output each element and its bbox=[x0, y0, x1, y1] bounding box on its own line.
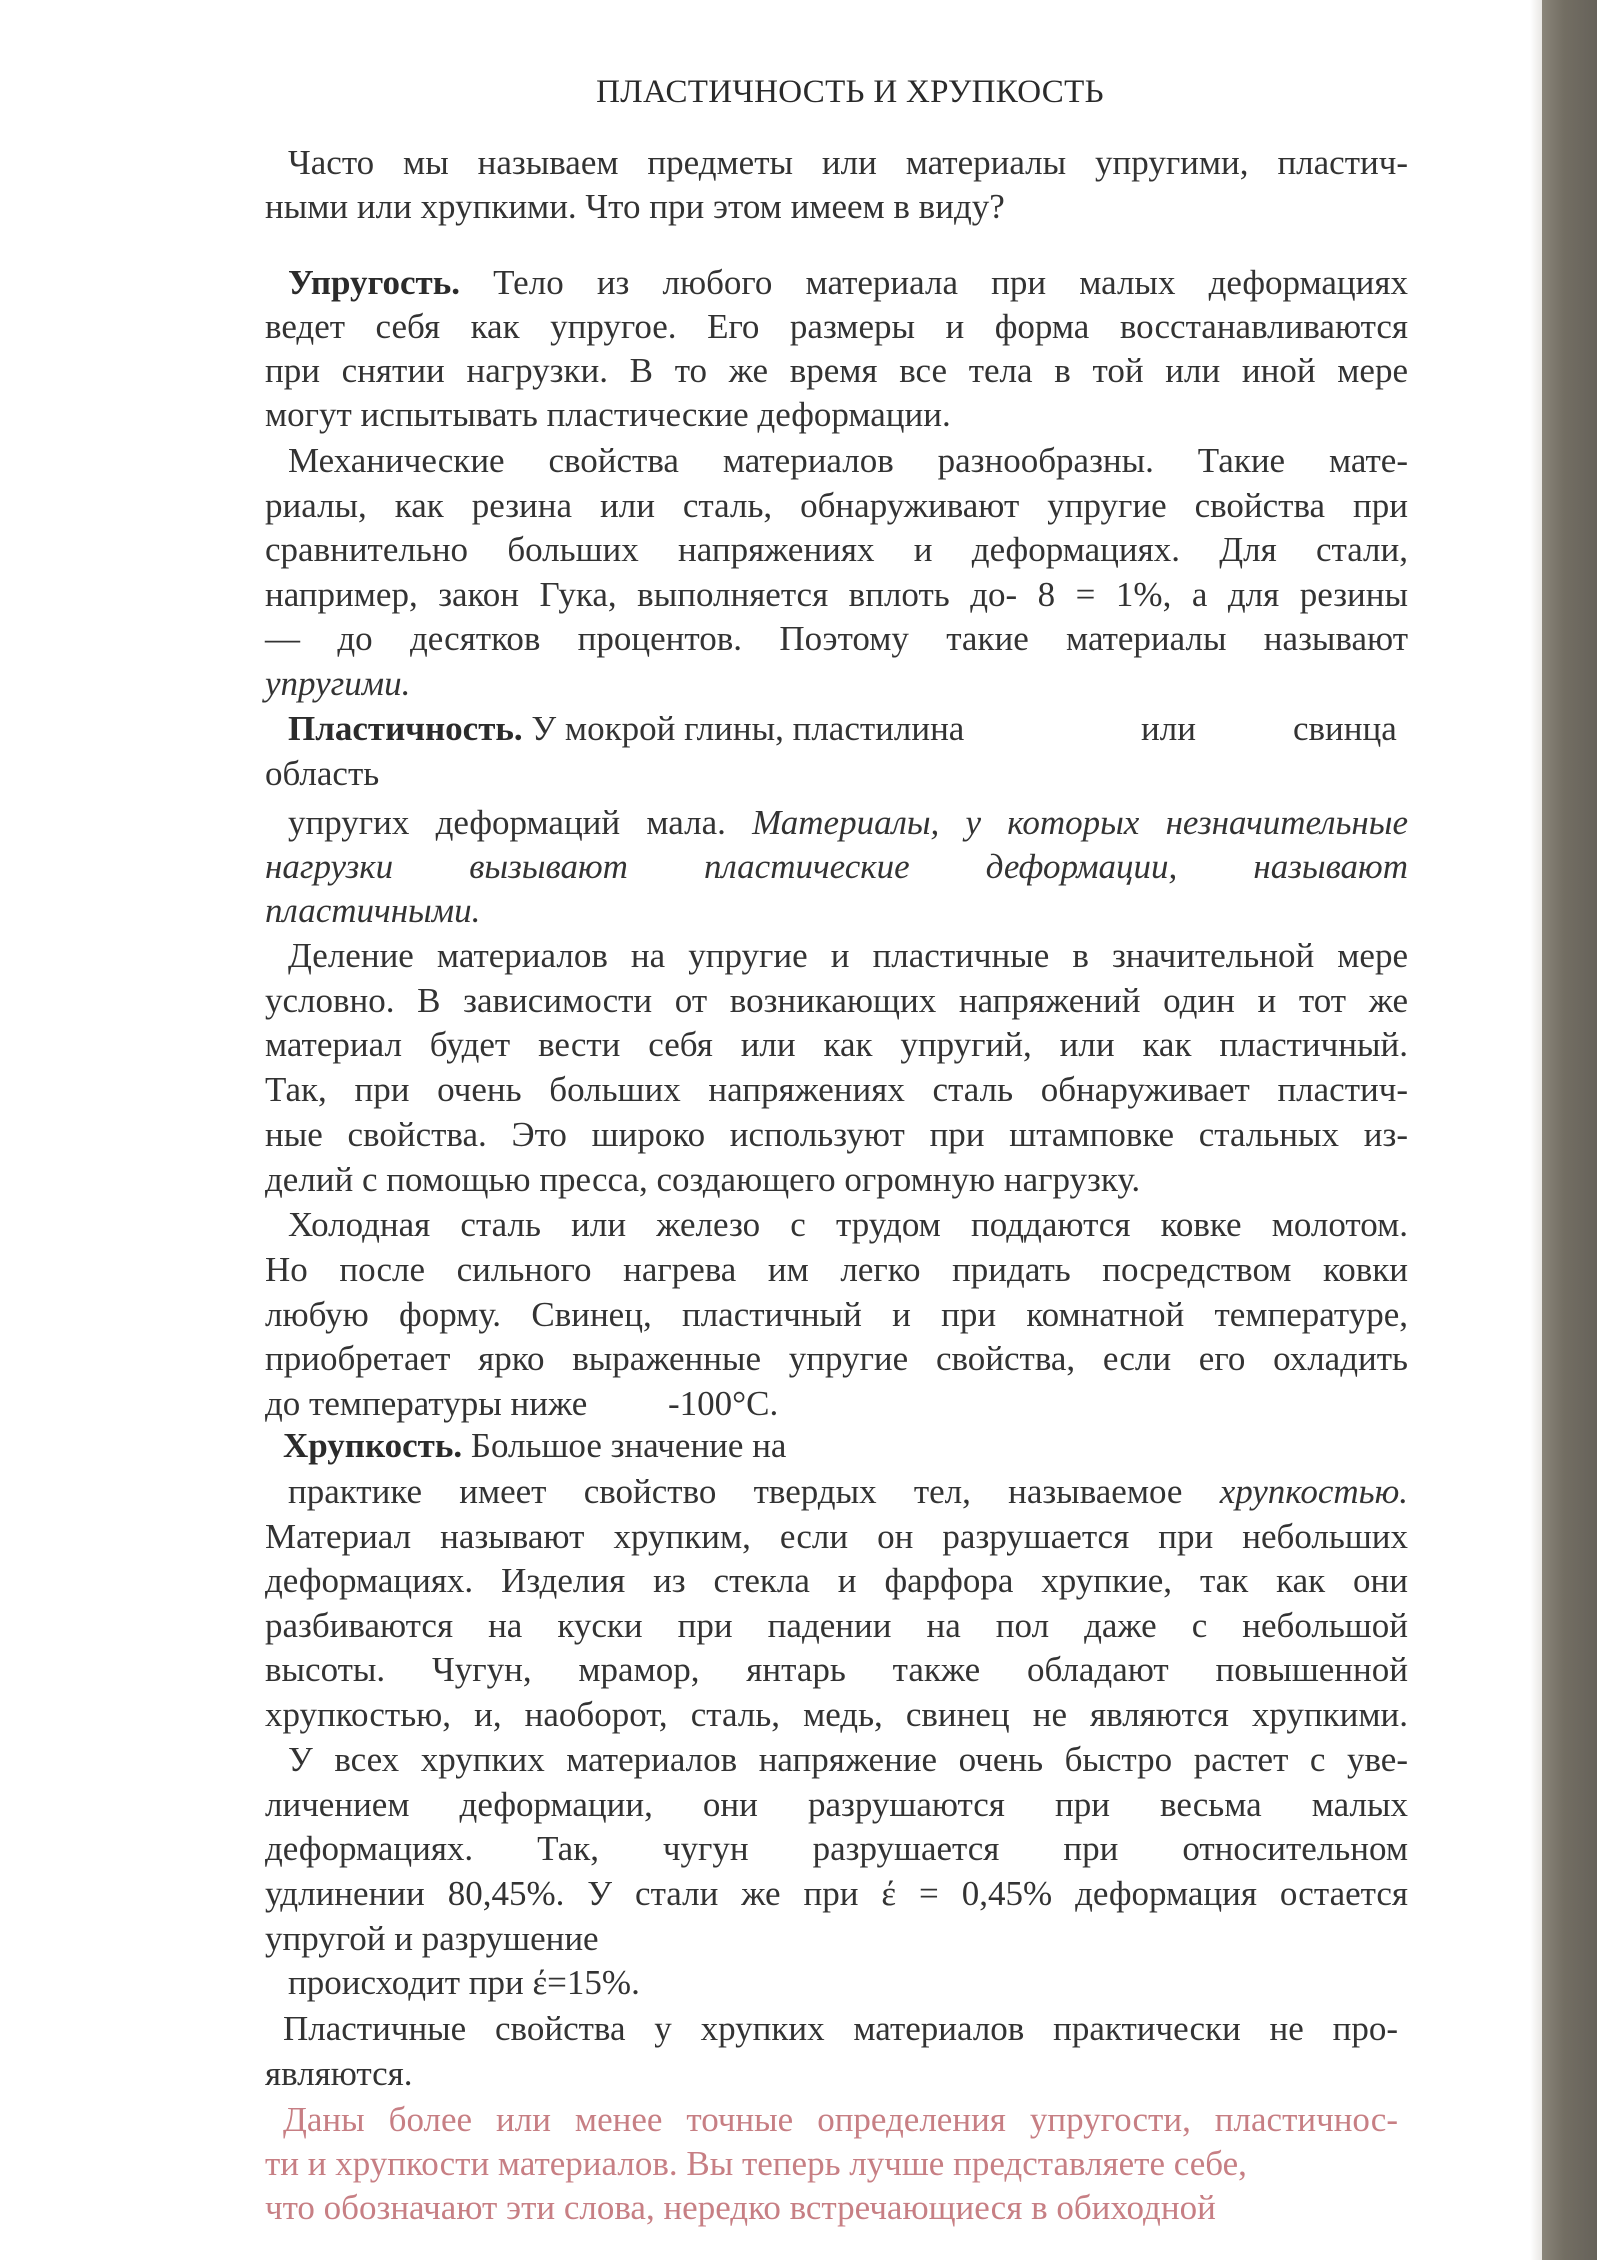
plasticity-heading: Пластичность. bbox=[288, 709, 523, 748]
elasticity-text-1: Тело из любого материала при малых деформациях bbox=[493, 263, 1408, 302]
conclusion-line-1: Даны более или менее точные определения упругости, пластичнос- bbox=[283, 2100, 1398, 2139]
mechanical-line-6: упругими. bbox=[265, 664, 411, 703]
elasticity-line-3: при снятии нагрузки. В то же время все тела в той или иной мере bbox=[265, 351, 1408, 390]
page-edge bbox=[1542, 0, 1597, 2260]
page-title: ПЛАСТИЧНОСТЬ И ХРУПКОСТЬ bbox=[596, 74, 1104, 110]
elasticity-line-2: ведет себя как упругое. Его размеры и форма восстанавливаются bbox=[265, 307, 1408, 346]
plasticity-text-3b: Материалы, у которых незначительные bbox=[752, 803, 1408, 842]
cold-steel-line-1: Холодная сталь или железо с трудом поддаются ковке молотом. bbox=[288, 1205, 1408, 1244]
cold-steel-line-3: любую форму. Свинец, пластичный и при комнатной температуре, bbox=[265, 1295, 1408, 1334]
mechanical-line-3: сравнительно больших напряжениях и деформациях. Для стали, bbox=[265, 530, 1408, 569]
brittleness-text-2a: практике имеет свойство твердых тел, называемое bbox=[288, 1472, 1183, 1511]
brittleness-line-7: хрупкостью, и, наоборот, сталь, медь, свинец не являются хрупкими. bbox=[265, 1695, 1408, 1734]
mechanical-line-1: Механические свойства материалов разнообразны. Такие мате- bbox=[288, 441, 1408, 480]
cold-steel-line-5a: до температуры ниже bbox=[265, 1384, 588, 1423]
intro-line-2: ными или хрупкими. Что при этом имеем в виду? bbox=[265, 187, 1005, 226]
cold-steel-line-2: Но после сильного нагрева им легко придать посредством ковки bbox=[265, 1250, 1408, 1289]
division-line-4: Так, при очень больших напряжениях сталь обнаруживает пластич- bbox=[265, 1070, 1408, 1109]
division-line-6: делий с помощью пресса, создающего огромную нагрузку. bbox=[265, 1160, 1141, 1199]
brittleness-heading: Хрупкость. bbox=[283, 1426, 463, 1465]
plastic-props-line-1: Пластичные свойства у хрупких материалов практически не про- bbox=[283, 2009, 1398, 2048]
brittleness-text-1: Большое значение на bbox=[470, 1426, 787, 1465]
plasticity-line-4: нагрузки вызывают пластические деформации, называют bbox=[265, 847, 1408, 886]
brittle-materials-line-6: происходит при έ=15%. bbox=[288, 1963, 640, 2002]
brittleness-line-1 bbox=[283, 1425, 786, 1467]
plasticity-text-3a: упругих деформаций мала. bbox=[288, 803, 726, 842]
brittle-materials-line-2: личением деформации, они разрушаются при весьма малых bbox=[265, 1785, 1408, 1824]
plasticity-text-1b: или bbox=[1141, 709, 1196, 748]
brittleness-text-2b: хрупкостью. bbox=[1219, 1472, 1409, 1511]
plasticity-text-1c: свинца bbox=[1293, 709, 1397, 748]
cold-steel-line-5b: -100°C. bbox=[668, 1384, 779, 1423]
elasticity-line-1 bbox=[288, 262, 1408, 304]
brittleness-line-3: Материал называют хрупким, если он разрушается при небольших bbox=[265, 1517, 1408, 1556]
elasticity-line-4: могут испытывать пластические деформации. bbox=[265, 395, 951, 434]
plasticity-line-2: область bbox=[265, 754, 380, 793]
brittle-materials-line-4: удлинении 80,45%. У стали же при έ = 0,45% деформация остается bbox=[265, 1874, 1408, 1913]
conclusion-line-2: ти и хрупкости материалов. Вы теперь лучше представляете себе, bbox=[265, 2144, 1247, 2183]
brittleness-line-2 bbox=[288, 1471, 1408, 1513]
division-line-3: материал будет вести себя или как упругий, или как пластичный. bbox=[265, 1025, 1408, 1064]
brittleness-line-4: деформациях. Изделия из стекла и фарфора хрупкие, так как они bbox=[265, 1561, 1408, 1600]
brittle-materials-line-1: У всех хрупких материалов напряжение очень быстро растет с уве- bbox=[288, 1740, 1408, 1779]
division-line-1: Деление материалов на упругие и пластичные в значительной мере bbox=[288, 936, 1408, 975]
brittle-materials-line-5: упругой и разрушение bbox=[265, 1919, 599, 1958]
division-line-5: ные свойства. Это широко используют при штамповке стальных из- bbox=[265, 1115, 1408, 1154]
mechanical-line-5: — до десятков процентов. Поэтому такие материалы называют bbox=[265, 619, 1408, 658]
division-line-2: условно. В зависимости от возникающих напряжений один и тот же bbox=[265, 981, 1408, 1020]
brittle-materials-line-3: деформациях. Так, чугун разрушается при относительном bbox=[265, 1829, 1408, 1868]
mechanical-line-2: риалы, как резина или сталь, обнаруживают упругие свойства при bbox=[265, 486, 1408, 525]
plasticity-text-1a: У мокрой глины, пластилина bbox=[531, 709, 965, 748]
elasticity-heading: Упругость. bbox=[288, 263, 460, 302]
intro-line-1: Часто мы называем предметы или материалы упругими, пластич- bbox=[288, 143, 1408, 182]
plasticity-line-1 bbox=[288, 708, 964, 750]
plasticity-line-3 bbox=[288, 802, 1408, 844]
mechanical-line-4: например, закон Гука, выполняется вплоть до- 8 = 1%, а для резины bbox=[265, 575, 1408, 614]
brittleness-line-6: высоты. Чугун, мрамор, янтарь также обладают повышенной bbox=[265, 1650, 1408, 1689]
brittleness-line-5: разбиваются на куски при падении на пол даже с небольшой bbox=[265, 1606, 1408, 1645]
cold-steel-line-4: приобретает ярко выраженные упругие свойства, если его охладить bbox=[265, 1339, 1408, 1378]
plasticity-line-5: пластичными. bbox=[265, 891, 481, 930]
plastic-props-line-2: являются. bbox=[265, 2054, 413, 2093]
conclusion-line-3: что обозначают эти слова, нередко встречающиеся в обиходной bbox=[265, 2188, 1216, 2227]
